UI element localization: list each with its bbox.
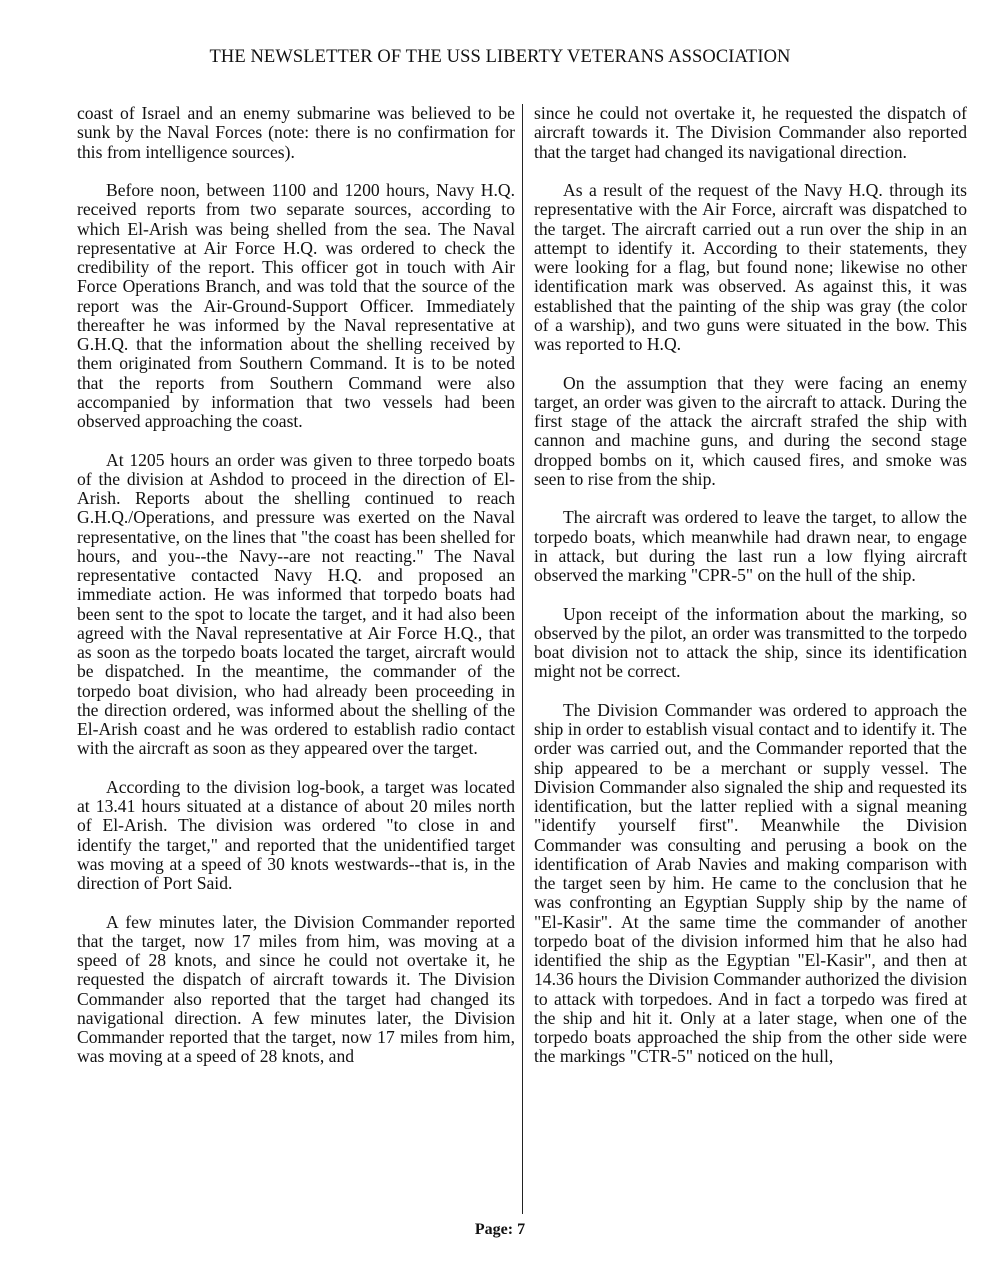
paragraph: The Division Commander was ordered to approach the ship in order to establish visual contact and to identify it. The order was carried out, and the Commander reported that the ship appeared to be a merchant or supply vessel. The Division Commander also signaled the ship and requested its identification, but the latter replied with a signal meaning "identify yourself first". Meanwhile the Division Commander was consulting and perusing a book on the identification of Arab Navies and making comparison with the target seen by him. He came to the conclusion that he was confronting an Egyptian Supply ship by the name of "El-Kasir". At the same time the commander of another torpedo boat of the division informed him that he also had identified the ship as the Egyptian "El-Kasir", and then at 14.36 hours the Division Commander authorized the division to attack with torpedoes. And in fact a torpedo was fired at the ship and hit it. Only at a later stage, when one of the torpedo boats approached the ship from the other side were the markings "CTR-5" noticed on the hull,	[534, 699, 967, 1067]
paragraph: Before noon, between 1100 and 1200 hours, Navy H.Q. received reports from two separate sources, according to which El-Arish was being shelled from the sea. The Naval representative at Air Force H.Q. was ordered to check the credibility of the report. This officer got in touch with Air Force Operations Branch, and was told that the source of the report was the Air-Ground-Support Officer. Immediately thereafter he was informed by the Naval representative at G.H.Q. that the information about the shelling received by them originated from Southern Command. It is to be noted that the reports from Southern Command were also accompanied by information that two vessels had been observed approaching the coast.	[77, 180, 515, 431]
paragraph: coast of Israel and an enemy submarine was believed to be sunk by the Naval Forces (note: there is no confirmation for this from intelligence sources).	[77, 103, 515, 162]
paragraph: On the assumption that they were facing an enemy target, an order was given to the aircraft to attack. During the first stage of the attack the aircraft strafed the ship with cannon and machine guns, and during the second stage dropped bombs on it, which caused fires, and smoke was seen to rise from the ship.	[534, 372, 967, 489]
paragraph: The aircraft was ordered to leave the target, to allow the torpedo boats, which meanwhile had drawn near, to engage in attack, but during the last run a low flying aircraft observed the marking "CPR-5" on the hull of the ship.	[534, 507, 967, 585]
paragraph: since he could not overtake it, he requested the dispatch of aircraft towards it. The Division Commander also reported that the target had changed its navigational direction.	[534, 103, 967, 162]
paragraph: As a result of the request of the Navy H.Q. through its representative with the Air Force, aircraft was dispatched to the target. The aircraft carried out a run over the ship in an attempt to identify it. According to their statements, they were looking for a flag, but found none; likewise no other identification mark was observed. As against this, it was established that the painting of the ship was gray (the color of a warship), and two guns were situated in the bow. This was reported to H.Q.	[534, 180, 967, 354]
paragraph: According to the division log-book, a target was located at 13.41 hours situated at a distance of about 20 miles north of El-Arish. The division was ordered "to close in and identify the target," and reported that the unidentified target was moving at a speed of 30 knots westwards--that is, in the direction of Port Said.	[77, 776, 515, 893]
page-number: Page: 7	[474, 1221, 526, 1238]
paragraph: Upon receipt of the information about the marking, so observed by the pilot, an order was transmitted to the torpedo boat division not to attack the ship, since its identification might not be correct.	[534, 603, 967, 682]
paragraph: At 1205 hours an order was given to three torpedo boats of the division at Ashdod to proceed in the direction of El-Arish. Reports about the shelling continued to reach G.H.Q./Operations, and pressure was exerted on the Naval representative, on the lines that "the coast has been shelled for hours, and you--the Navy--are not reacting." The Naval representative contacted Navy H.Q. and proposed an immediate action. He was informed that torpedo boats had been sent to the spot to locate the target, and it had also been agreed with the Naval representative at Air Force H.Q., that as soon as the torpedo boats located the target, aircraft would be dispatched. In the meantime, the commander of the torpedo boat division, who had already been proceeding in the direction ordered, was informed about the shelling of the El-Arish coast and he was ordered to establish radio contact with the aircraft as soon as they appeared over the target.	[77, 449, 515, 759]
newsletter-title: THE NEWSLETTER OF THE USS LIBERTY VETERANS ASSOCIATION	[209, 47, 791, 67]
left-text-column	[77, 104, 515, 1086]
right-text-column	[534, 104, 967, 1086]
column-divider	[522, 104, 523, 1214]
paragraph: A few minutes later, the Division Commander reported that the target, now 17 miles from him, was moving at a speed of 28 knots, and since he could not overtake it, he requested the dispatch of aircraft towards it. The Division Commander also reported that the target had changed its navigational direction. A few minutes later, the Division Commander reported that the target, now 17 miles from him, was moving at a speed of 28 knots, and	[77, 911, 515, 1067]
